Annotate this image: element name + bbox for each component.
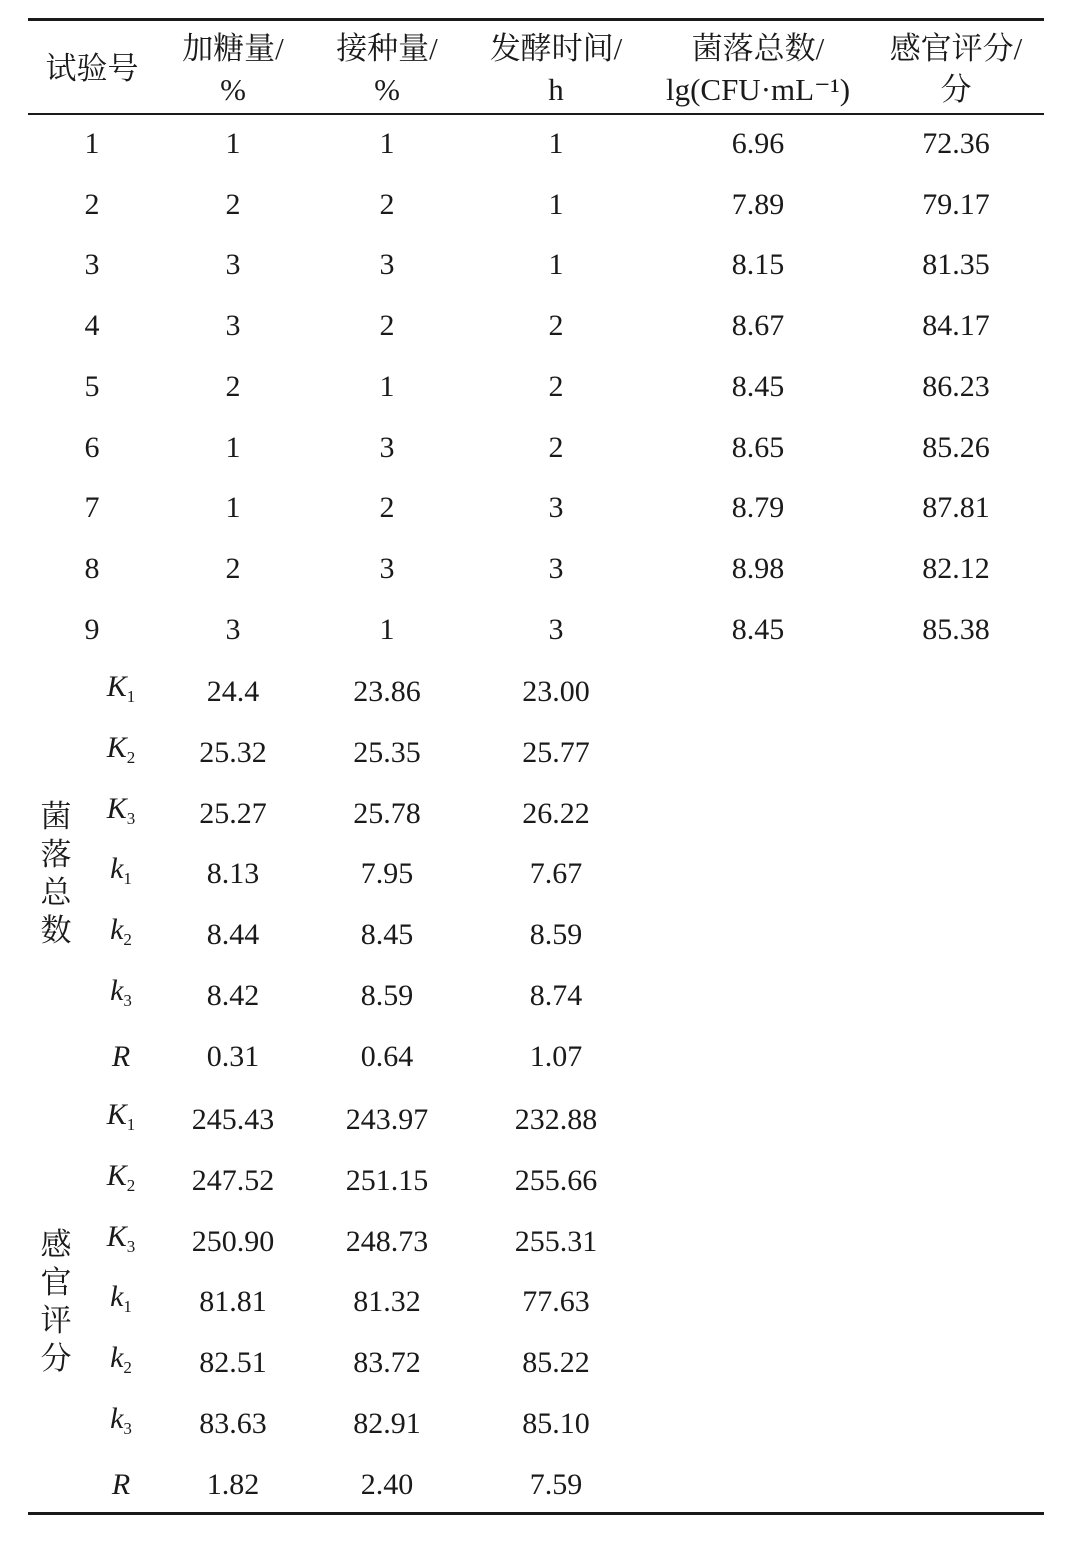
stat-value-cell: 24.4 — [206, 675, 260, 708]
colony-count-cell: 6.96 — [731, 127, 785, 160]
stat-symbol: K — [106, 670, 127, 703]
group-label-char: 菌 — [40, 799, 72, 835]
sugar-level-cell: 2 — [225, 369, 241, 403]
stat-value-cell: 85.22 — [522, 1346, 590, 1380]
stat-symbol: K — [106, 730, 127, 764]
sensory-score-cell: 85.38 — [922, 612, 990, 646]
sugar-level-cell: 1 — [225, 430, 241, 464]
time-level-cell: 1 — [548, 187, 564, 221]
table-bottom-rule — [28, 1512, 1044, 1515]
inoculum-level-cell: 3 — [379, 248, 395, 282]
stat-symbol: K — [106, 1158, 127, 1192]
stat-value-cell: 232.88 — [514, 1103, 598, 1136]
stat-label — [107, 1156, 136, 1206]
stat-symbol: k — [110, 913, 124, 947]
stat-value-cell: 8.45 — [360, 918, 414, 952]
stat-label — [107, 789, 136, 839]
time-level-cell: 3 — [548, 612, 564, 646]
stat-label — [110, 849, 132, 899]
header-inoculum — [312, 28, 462, 110]
colony-count-cell: 7.89 — [731, 187, 785, 221]
header-divider-rule — [28, 113, 1044, 115]
stat-label — [110, 1277, 132, 1327]
stat-label — [107, 728, 136, 778]
header-colony-line2: lg(CFU·mL⁻¹) — [665, 72, 851, 107]
stat-value-cell: 83.72 — [353, 1346, 421, 1380]
header-time-line1: 发酵时间/ — [489, 31, 623, 66]
header-sugar — [158, 28, 308, 110]
inoculum-level-cell: 1 — [379, 369, 395, 403]
group-label — [38, 798, 74, 950]
stat-value-cell: 255.31 — [514, 1224, 598, 1258]
stat-value-cell: 8.59 — [360, 979, 414, 1012]
sensory-score-cell: 87.81 — [922, 491, 990, 525]
sugar-level-cell: 2 — [225, 551, 241, 585]
stat-value-cell: 8.59 — [529, 918, 583, 952]
colony-count-cell: 8.65 — [731, 430, 785, 464]
stat-symbol: K — [106, 1098, 127, 1131]
stat-value-cell: 2.40 — [360, 1467, 414, 1501]
sensory-score-cell: 79.17 — [922, 187, 990, 221]
stat-symbol: K — [106, 1219, 127, 1253]
stat-label — [110, 1338, 132, 1388]
stat-value-cell: 0.64 — [360, 1039, 414, 1073]
group-label-char: 评 — [40, 1303, 72, 1339]
time-level-cell: 1 — [548, 248, 564, 282]
inoculum-level-cell: 3 — [379, 430, 395, 464]
inoculum-level-cell: 1 — [379, 127, 395, 160]
header-sensory-line2: 分 — [940, 72, 972, 107]
colony-count-cell: 8.45 — [731, 612, 785, 646]
group-label-char: 数 — [40, 913, 72, 949]
time-level-cell: 3 — [548, 551, 564, 585]
group-label-char: 总 — [40, 875, 72, 911]
stat-value-cell: 25.32 — [199, 735, 267, 769]
stat-value-cell: 243.97 — [345, 1103, 429, 1136]
header-time-line2: h — [548, 72, 564, 107]
stat-subscript: 3 — [126, 1236, 136, 1256]
colony-count-cell: 8.79 — [731, 491, 785, 525]
stat-value-cell: 7.59 — [529, 1467, 583, 1501]
stat-value-cell: 81.81 — [199, 1285, 267, 1319]
trial-number-cell: 1 — [84, 127, 100, 160]
stat-value-cell: 82.51 — [199, 1346, 267, 1380]
stat-subscript: 1 — [123, 1297, 132, 1317]
stat-subscript: 3 — [123, 1419, 132, 1438]
stat-label — [112, 1037, 130, 1077]
sugar-level-cell: 3 — [225, 248, 241, 282]
group-label-char: 官 — [40, 1265, 72, 1301]
stat-value-cell: 0.31 — [206, 1039, 260, 1073]
trial-number-cell: 4 — [84, 309, 100, 343]
colony-count-cell: 8.45 — [731, 369, 785, 403]
sensory-score-cell: 84.17 — [922, 309, 990, 343]
trial-number-cell: 2 — [84, 187, 100, 221]
stat-value-cell: 23.00 — [522, 675, 590, 708]
header-sensory-line1: 感官评分/ — [889, 31, 1023, 66]
stat-symbol: k — [110, 852, 124, 886]
stat-value-cell: 7.95 — [360, 857, 414, 891]
stat-symbol: k — [110, 974, 124, 1007]
colony-count-cell: 8.98 — [731, 551, 785, 585]
colony-count-cell: 8.67 — [731, 309, 785, 343]
inoculum-level-cell: 2 — [379, 309, 395, 343]
stat-label — [110, 910, 132, 960]
trial-number-cell: 7 — [84, 491, 100, 525]
stat-label — [110, 1399, 132, 1449]
colony-count-cell: 8.15 — [731, 248, 785, 282]
stat-subscript: 1 — [123, 869, 132, 889]
inoculum-level-cell: 2 — [379, 491, 395, 525]
sensory-score-cell: 86.23 — [922, 369, 990, 403]
stat-value-cell: 25.35 — [353, 735, 421, 769]
stat-value-cell: 245.43 — [191, 1103, 275, 1136]
stat-value-cell: 8.74 — [529, 979, 583, 1012]
stat-subscript: 2 — [126, 1175, 136, 1195]
time-level-cell: 2 — [548, 309, 564, 343]
stat-subscript: 1 — [126, 687, 136, 706]
group-label-char: 落 — [40, 837, 72, 873]
header-time — [470, 28, 642, 110]
stat-value-cell: 81.32 — [353, 1285, 421, 1319]
time-level-cell: 2 — [548, 430, 564, 464]
stat-subscript: 2 — [123, 930, 132, 950]
group-label — [38, 1226, 74, 1378]
stat-value-cell: 83.63 — [199, 1407, 267, 1440]
time-level-cell: 1 — [548, 127, 564, 160]
stat-symbol: K — [106, 791, 127, 825]
trial-number-cell: 3 — [84, 248, 100, 282]
trial-number-cell: 5 — [84, 369, 100, 403]
header-sugar-line2: % — [220, 72, 246, 107]
stat-value-cell: 26.22 — [522, 796, 590, 830]
stat-value-cell: 25.78 — [353, 796, 421, 830]
stat-subscript: 3 — [126, 808, 136, 828]
inoculum-level-cell: 3 — [379, 551, 395, 585]
stat-value-cell: 8.13 — [206, 857, 260, 891]
stat-value-cell: 85.10 — [522, 1407, 590, 1440]
table-top-rule — [28, 18, 1044, 21]
stat-value-cell: 251.15 — [345, 1163, 429, 1197]
header-colony-line1: 菌落总数/ — [691, 31, 825, 66]
time-level-cell: 2 — [548, 369, 564, 403]
trial-number-cell: 9 — [84, 612, 100, 646]
stat-subscript: 2 — [126, 747, 136, 767]
sensory-score-cell: 81.35 — [922, 248, 990, 282]
sensory-score-cell: 85.26 — [922, 430, 990, 464]
stat-value-cell: 23.86 — [353, 675, 421, 708]
header-colony — [648, 28, 868, 110]
stat-value-cell: 77.63 — [522, 1285, 590, 1319]
stat-value-cell: 8.42 — [206, 979, 260, 1012]
sugar-level-cell: 1 — [225, 127, 241, 160]
stat-value-cell: 8.44 — [206, 918, 260, 952]
stat-subscript: 1 — [126, 1115, 136, 1134]
sugar-level-cell: 2 — [225, 187, 241, 221]
stat-label — [110, 971, 132, 1021]
group-label-char: 分 — [40, 1341, 72, 1377]
stat-value-cell: 248.73 — [345, 1224, 429, 1258]
header-sensory — [872, 28, 1040, 110]
trial-number-cell: 6 — [84, 430, 100, 464]
stat-value-cell: 7.67 — [529, 857, 583, 891]
header-trial — [28, 28, 156, 110]
stat-value-cell: 255.66 — [514, 1163, 598, 1197]
stat-symbol: R — [111, 1467, 131, 1501]
stat-value-cell: 25.77 — [522, 735, 590, 769]
trial-number-cell: 8 — [84, 551, 100, 585]
sensory-score-cell: 72.36 — [922, 127, 990, 160]
stat-label — [107, 1095, 136, 1145]
header-trial-label: 试验号 — [45, 51, 139, 86]
stat-value-cell: 82.91 — [353, 1407, 421, 1440]
stat-symbol: k — [110, 1280, 124, 1314]
inoculum-level-cell: 2 — [379, 187, 395, 221]
header-inoculum-line2: % — [374, 72, 400, 107]
stat-symbol: k — [110, 1341, 124, 1375]
stat-value-cell: 1.07 — [529, 1039, 583, 1073]
stat-symbol: k — [110, 1402, 124, 1435]
header-inoculum-line1: 接种量/ — [336, 31, 438, 66]
stat-label — [107, 1217, 136, 1267]
stat-label — [107, 667, 136, 717]
sugar-level-cell: 3 — [225, 612, 241, 646]
time-level-cell: 3 — [548, 491, 564, 525]
stat-value-cell: 247.52 — [191, 1163, 275, 1197]
stat-value-cell: 250.90 — [191, 1224, 275, 1258]
sugar-level-cell: 3 — [225, 309, 241, 343]
stat-symbol: R — [111, 1039, 131, 1073]
header-sugar-line1: 加糖量/ — [182, 31, 284, 66]
stat-label — [112, 1465, 130, 1505]
inoculum-level-cell: 1 — [379, 612, 395, 646]
stat-subscript: 2 — [123, 1358, 132, 1378]
stat-value-cell: 25.27 — [199, 796, 267, 830]
sugar-level-cell: 1 — [225, 491, 241, 525]
group-label-char: 感 — [40, 1227, 72, 1263]
sensory-score-cell: 82.12 — [922, 551, 990, 585]
stat-value-cell: 1.82 — [206, 1467, 260, 1501]
stat-subscript: 3 — [123, 991, 132, 1010]
